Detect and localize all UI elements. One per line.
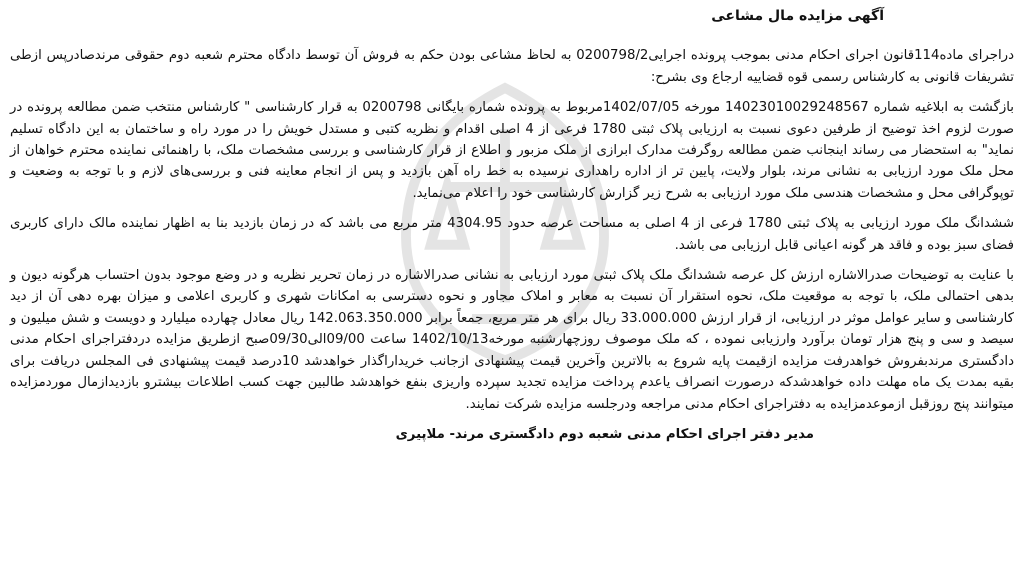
notice-document bbox=[10, 6, 1014, 564]
notice-paragraph: بازگشت به ابلاغیه شماره 14023010029248567 مورخه 1402/07/05مربوط به پرونده شماره بایگانی 0200798 به قرار کارشناسی " کارشناس منتخب ضمن مطالعه پرونده در صورت لزوم اخذ توضیح از طرفین دعوی نسبت به ارزیابی پلاک ثبتی 1780 فرعی از 4 اصلی اقدام و نظریه کتبی و مستدل خویش را در مورد راه و ساختمان به این دادگاه تسلیم نماید" به استحضار می رساند اینجانب ضمن مطالعه روگرفت مدارک ابرازی از ملک مزبور و اطلاع از قرار کارشناسی و بررسی مشخصات ملک، با راهنمائی نماینده محترم خواهان از محل ملک مورد ارزیابی به نشانی مرند، بلوار ولایت، پایین تر از اداره راهداری نرسیده به خط راه آهن بازدید و پس از انجام معاینه فنی و بررسی‌های لازم و با توجه به وضعیت و توپوگرافی محل و مشخصات هندسی ملک مورد ارزیابی به شرح زیر گزارش کارشناسی خود را اعلام می‌نماید. bbox=[10, 100, 1014, 201]
notice-paragraph: ششدانگ ملک مورد ارزیابی به پلاک ثبتی 1780 فرعی از 4 اصلی به مساحت عرصه حدود 4304.95 متر مربع می باشد که در زمان بازدید بنا به اظهار نماینده مالک دارای کاربری فضای سبز بوده و فاقد هر گونه اعیانی قابل ارزیابی می باشد. bbox=[10, 216, 1014, 253]
notice-paragraph: دراجرای ماده114قانون اجرای احکام مدنی بموجب پرونده اجرایی0200798/2 به لحاظ مشاعی بودن حکم به فروش آن توسط دادگاه محترم شعبه دوم حقوقی مرندصادرپس ازطی تشریفات قانونی به کارشناس رسمی قوه قضاییه ارجاع وی بشرح: bbox=[10, 48, 1015, 85]
notice-title: آگهی مزایده مال مشاعی bbox=[711, 8, 884, 24]
notice-paragraph: با عنایت به توضیحات صدرالاشاره ارزش کل عرصه ششدانگ ملک پلاک ثبتی مورد ارزیابی به نشانی صدرالاشاره در زمان تحریر نظریه و در وضع موجود بدون احتساب هرگونه دیون و بدهی احتمالی ملک، با توجه به موقعیت ملک، نحوه استقرار آن نسبت به معابر و املاک مجاور و نحوه دسترسی به امکانات شهری و کاربری اعلامی و میزان بهره دهی آن از دید کارشناسی و سایر عوامل موثر در ارزیابی، از قرار ارزش 33.000.000 ریال برای هر متر مربع، جمعاً برابر 142.063.350.000 ریال معادل چهارده میلیارد و دویست و شش میلیون و سیصد و سی و پنج هزار تومان برآورد وارزیابی نموده ، که ملک موصوف روزچهارشنبه مورخه1402/10/13 ساعت 09/00الی09/30صبح ازطریق مزایده دردفتراجرای احکام مدنی دادگستری مرندبفروش خواهدرفت مزایده ازقیمت پایه شروع به بالاترین وآخرین قیمت پیشنهادی ازجانب خریداراگذار خواهدشد 10درصد قیمت پیشنهادی فی المجلس دریافت برای بقیه بمدت یک ماه مهلت داده خواهدشدکه درصورت انصراف یاعدم پرداخت مزایده تجدید سپرده واریزی بنفع خواهدشد طالبین جهت کسب اطلاعات بیشترو بازدیدازمال موردمزایده میتوانند پنج روزقبل ازموعدمزایده به دفتراجرای احکام مدنی مراجعه ودرجلسه مزایده شرکت نمایند. bbox=[10, 268, 1014, 412]
notice-signature: مدیر دفتر اجرای احکام مدنی شعبه دوم دادگستری مرند- ملاپیری bbox=[395, 426, 814, 442]
